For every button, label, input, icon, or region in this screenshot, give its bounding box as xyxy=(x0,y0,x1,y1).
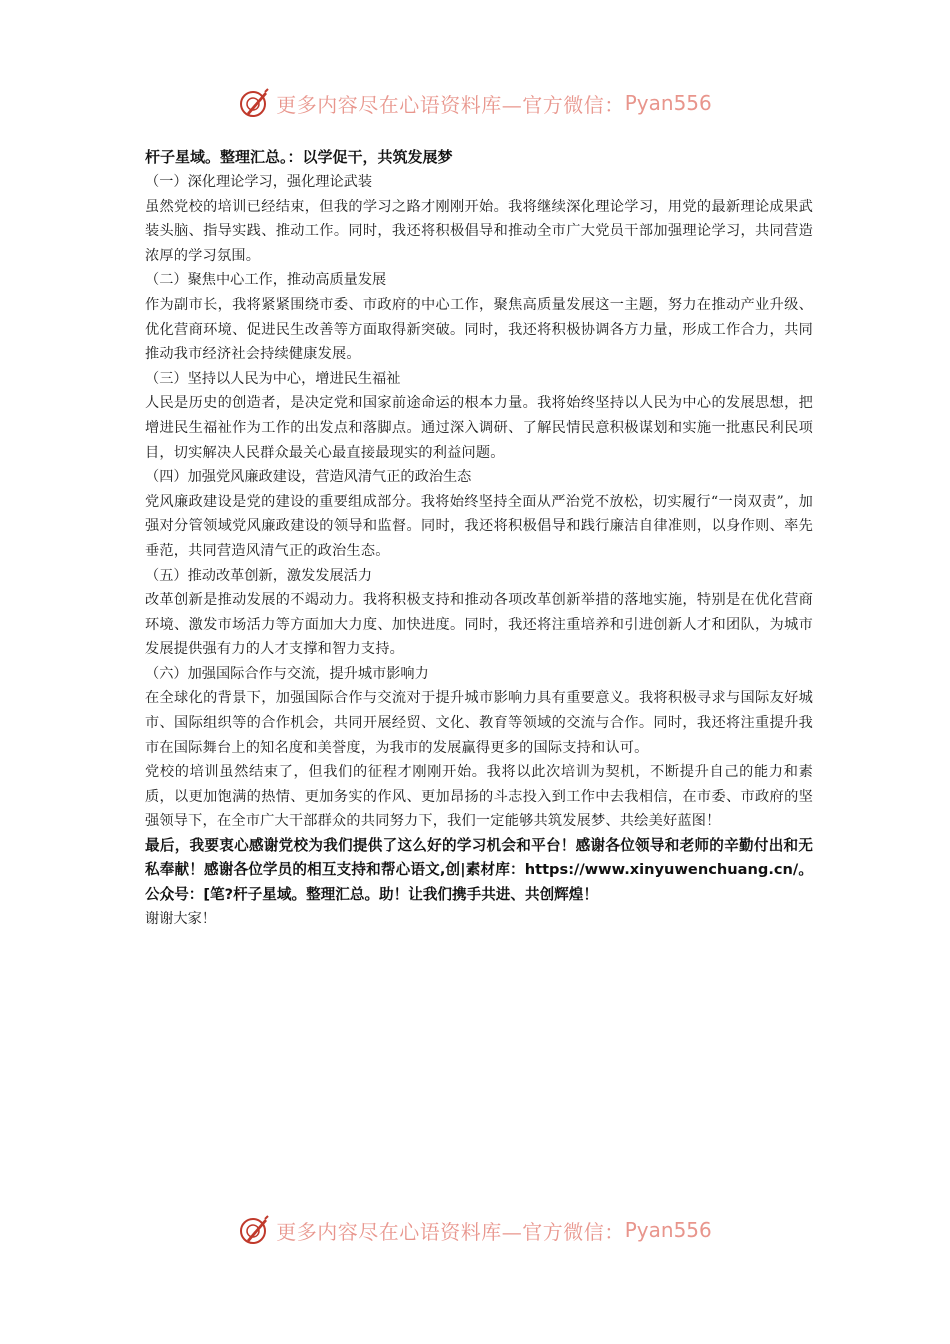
closing-paragraph: 最后，我要衷心感谢党校为我们提供了这么好的学习机会和平台！感谢各位领导和老师的辛勤付出和无私奉献！感谢各位学员的相互支持和帮心语文,创|素材库：https://www.xinyuwenchuang.cn/。公众号：[笔?杆子星域。整理汇总。助！让我们携手共进、共创辉煌！ xyxy=(145,837,813,903)
section-heading: （一）深化理论学习，强化理论武装 xyxy=(145,174,373,190)
section-heading: （六）加强国际合作与交流，提升城市影响力 xyxy=(145,665,429,682)
section-paragraph: 在全球化的背景下，加强国际合作与交流对于提升城市影响力具有重要意义。我将积极寻求与国际友好城市、国际组织等的合作机会，共同开展经贸、文化、教育等领域的交流与合作。同时，我还将注重提升我市在国际舞台上的知名度和美誉度，为我市的发展赢得更多的国际支持和认可。 xyxy=(145,690,813,756)
pen-logo-icon xyxy=(238,1214,270,1246)
document-body xyxy=(145,145,813,932)
section-paragraph: 人民是历史的创造者，是决定党和国家前途命运的根本力量。我将始终坚持以人民为中心的发展思想，把增进民生福祉作为工作的出发点和落脚点。通过深入调研、了解民情民意积极谋划和实施一批惠民利民项目，切实解决人民群众最关心最直接最现实的利益问题。 xyxy=(145,395,813,461)
section-heading: （五）推动改革创新，激发发展活力 xyxy=(145,567,373,584)
footer-banner xyxy=(0,1210,950,1250)
pen-logo-icon xyxy=(238,87,270,119)
section-heading: （四）加强党风廉政建设，营造风清气正的政治生态 xyxy=(145,469,472,486)
banner-wechat-id: Pyan556 xyxy=(624,1218,712,1242)
section-heading: （二）聚焦中心工作，推动高质量发展 xyxy=(145,272,387,289)
banner-wechat-id: Pyan556 xyxy=(624,91,712,115)
document-title: 杆子星域。整理汇总。：以学促干，共筑发展梦 xyxy=(145,148,453,166)
banner-text: 更多内容尽在心语资料库—官方微信： xyxy=(276,1219,625,1244)
section-paragraph: 党风廉政建设是党的建设的重要组成部分。我将始终坚持全面从严治党不放松，切实履行“一岗双责”，加强对分管领域党风廉政建设的领导和监督。同时，我还将积极倡导和践行廉洁自律准则，以身作则、率先垂范，共同营造风清气正的政治生态。 xyxy=(145,493,813,559)
section-paragraph: 虽然党校的培训已经结束，但我的学习之路才刚刚开始。我将继续深化理论学习，用党的最新理论成果武装头脑、指导实践、推动工作。同时，我还将积极倡导和推动全市广大党员干部加强理论学习，共同营造浓厚的学习氛围。 xyxy=(145,198,813,264)
thanks-line: 谢谢大家！ xyxy=(145,910,216,927)
conclusion-paragraph: 党校的培训虽然结束了，但我们的征程才刚刚开始。我将以此次培训为契机，不断提升自己的能力和素质，以更加饱满的热情、更加务实的作风、更加昂扬的斗志投入到工作中去我相信，在市委、市政府的坚强领导下，在全市广大干部群众的共同努力下，我们一定能够共筑发展梦、共绘美好蓝图！ xyxy=(145,764,813,830)
header-banner xyxy=(0,83,950,123)
section-paragraph: 改革创新是推动发展的不竭动力。我将积极支持和推动各项改革创新举措的落地实施，特别是在优化营商环境、激发市场活力等方面加大力度、加快进度。同时，我还将注重培养和引进创新人才和团队，为城市发展提供强有力的人才支撑和智力支持。 xyxy=(145,592,813,658)
section-heading: （三）坚持以人民为中心，增进民生福祉 xyxy=(145,370,401,387)
banner-text: 更多内容尽在心语资料库—官方微信： xyxy=(276,92,625,117)
section-paragraph: 作为副市长，我将紧紧围绕市委、市政府的中心工作，聚焦高质量发展这一主题，努力在推动产业升级、优化营商环境、促进民生改善等方面取得新突破。同时，我还将积极协调各方力量，形成工作合力，共同推动我市经济社会持续健康发展。 xyxy=(145,296,813,363)
